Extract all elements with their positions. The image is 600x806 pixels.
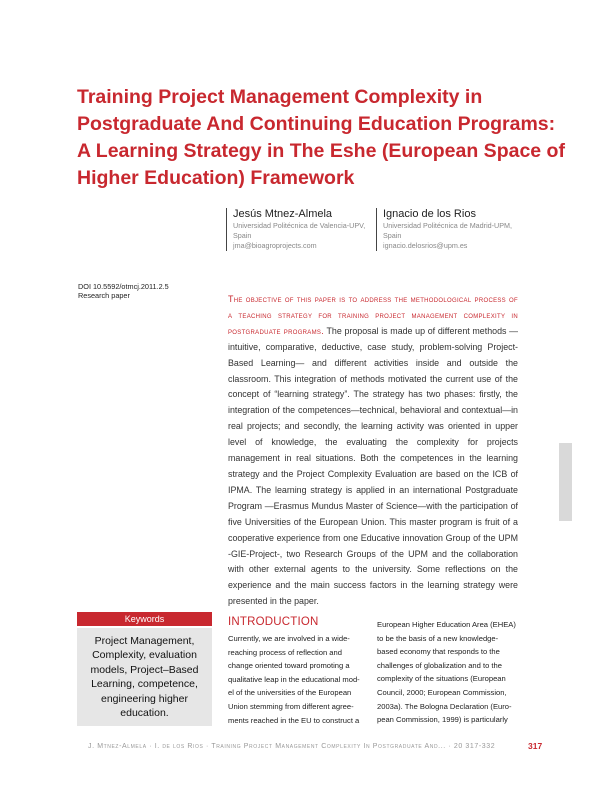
author-country: Spain bbox=[383, 231, 402, 240]
doi-block bbox=[78, 282, 208, 300]
keyword-line: models, Project–Based bbox=[90, 663, 199, 676]
author-email[interactable]: ignacio.delosrios@upm.es bbox=[383, 241, 468, 250]
text-line: to be the basis of a new knowledge- bbox=[377, 633, 499, 643]
title-line: Postgraduate And Continuing Education Programs: bbox=[77, 113, 556, 135]
text-line: challenges of globalization and to the bbox=[377, 660, 502, 670]
doi-id[interactable]: DOI 10.5592/otmcj.2011.2.5 bbox=[78, 282, 169, 291]
intro-column-1 bbox=[228, 632, 371, 727]
abstract bbox=[228, 292, 518, 610]
title-line: Higher Education) Framework bbox=[77, 167, 355, 189]
author-name: Jesús Mtnez-Almela bbox=[233, 208, 333, 220]
text-line: European Higher Education Area (EHEA) bbox=[377, 620, 516, 629]
author-block-1 bbox=[226, 208, 383, 251]
text-line: Council, 2000; European Commission, bbox=[377, 687, 507, 697]
text-line: 2003a). The Bologna Declaration (Euro- bbox=[377, 701, 512, 711]
text-line: based economy that responds to the bbox=[377, 647, 500, 657]
keyword-line: Learning, competence, bbox=[91, 678, 198, 691]
keyword-line: engineering higher bbox=[101, 692, 188, 705]
running-footer: J. Mtnez-Almela · I. de los Rios · Training Project Management Complexity In Postgraduate And... · 20 317-332 bbox=[88, 743, 496, 750]
intro-column-2 bbox=[377, 618, 520, 727]
author-block-2 bbox=[376, 208, 533, 251]
abstract-lead: The objective of this paper is to address the methodological process of a teaching strategy for training project management complexity in postgraduate programs. bbox=[228, 294, 518, 336]
page-number: 317 bbox=[528, 741, 543, 751]
paper-title bbox=[77, 84, 565, 192]
keywords-box bbox=[77, 612, 212, 726]
author-email[interactable]: jma@bioagroprojects.com bbox=[233, 241, 317, 250]
text-line: qualitative leap in the educational mod- bbox=[228, 674, 360, 684]
text-line: complexity of the situations (European bbox=[377, 674, 506, 684]
keyword-line: Complexity, evaluation bbox=[92, 649, 197, 662]
text-line: reaching process of reflection and bbox=[228, 647, 342, 657]
side-thumb-tab bbox=[559, 443, 572, 521]
paper-type: Research paper bbox=[78, 291, 130, 300]
author-country: Spain bbox=[233, 231, 252, 240]
keyword-line: education. bbox=[120, 707, 169, 720]
title-line: A Learning Strategy in The Eshe (European Space of bbox=[77, 140, 565, 162]
text-line: change oriented toward promoting a bbox=[228, 661, 350, 671]
author-name: Ignacio de los Rios bbox=[383, 208, 476, 220]
text-line: Currently, we are involved in a wide- bbox=[228, 634, 350, 643]
keyword-line: Project Management, bbox=[94, 635, 195, 647]
text-line: ments reached in the EU to construct a bbox=[228, 715, 360, 725]
introduction-heading: INTRODUCTION bbox=[228, 616, 319, 628]
keywords-heading: Keywords bbox=[77, 612, 212, 626]
title-line: Training Project Management Complexity in bbox=[77, 86, 483, 108]
abstract-body: The proposal is made up of different methods —intuitive, comparative, deductive, case study, problem-solving Project-Based Learning— and different activities inside and outside the classroom. This integration of methods motivated the current use of the concept of “learning strategy”. The strategy has two phases: firstly, the integration of the competences—technical, behavioral and contextual—in real projects; and secondly, the learning activity was oriented in upper level of knowledge, the evaluating the complexity for projects management in real situations. Both the competences in the learning strategy and the Project Complexity Evaluation are based on the ICB of IPMA. The learning strategy is applied in an international Postgraduate Program —Erasmus Mundus Master of Science—with the participation of five Universities of the European Union. This master program is fruit of a cooperative experience from one Educative innovation Group of the UPM -GIE-Project-, two Research Groups of the UPM and the collaboration with other external agents to the university. Some reflections on the experience and the main success factors in the learning strategy were presented in the paper. bbox=[228, 325, 518, 607]
keywords-list bbox=[77, 628, 212, 726]
author-affiliation: Universidad Politécnica de Madrid-UPM, bbox=[383, 221, 513, 230]
author-affiliation: Universidad Politécnica de Valencia-UPV, bbox=[233, 221, 366, 230]
text-line: el of the universities of the European bbox=[228, 688, 352, 698]
text-line: Union stemming from different agree- bbox=[228, 701, 354, 711]
text-line: pean Commission, 1999) is particularly bbox=[377, 715, 508, 725]
